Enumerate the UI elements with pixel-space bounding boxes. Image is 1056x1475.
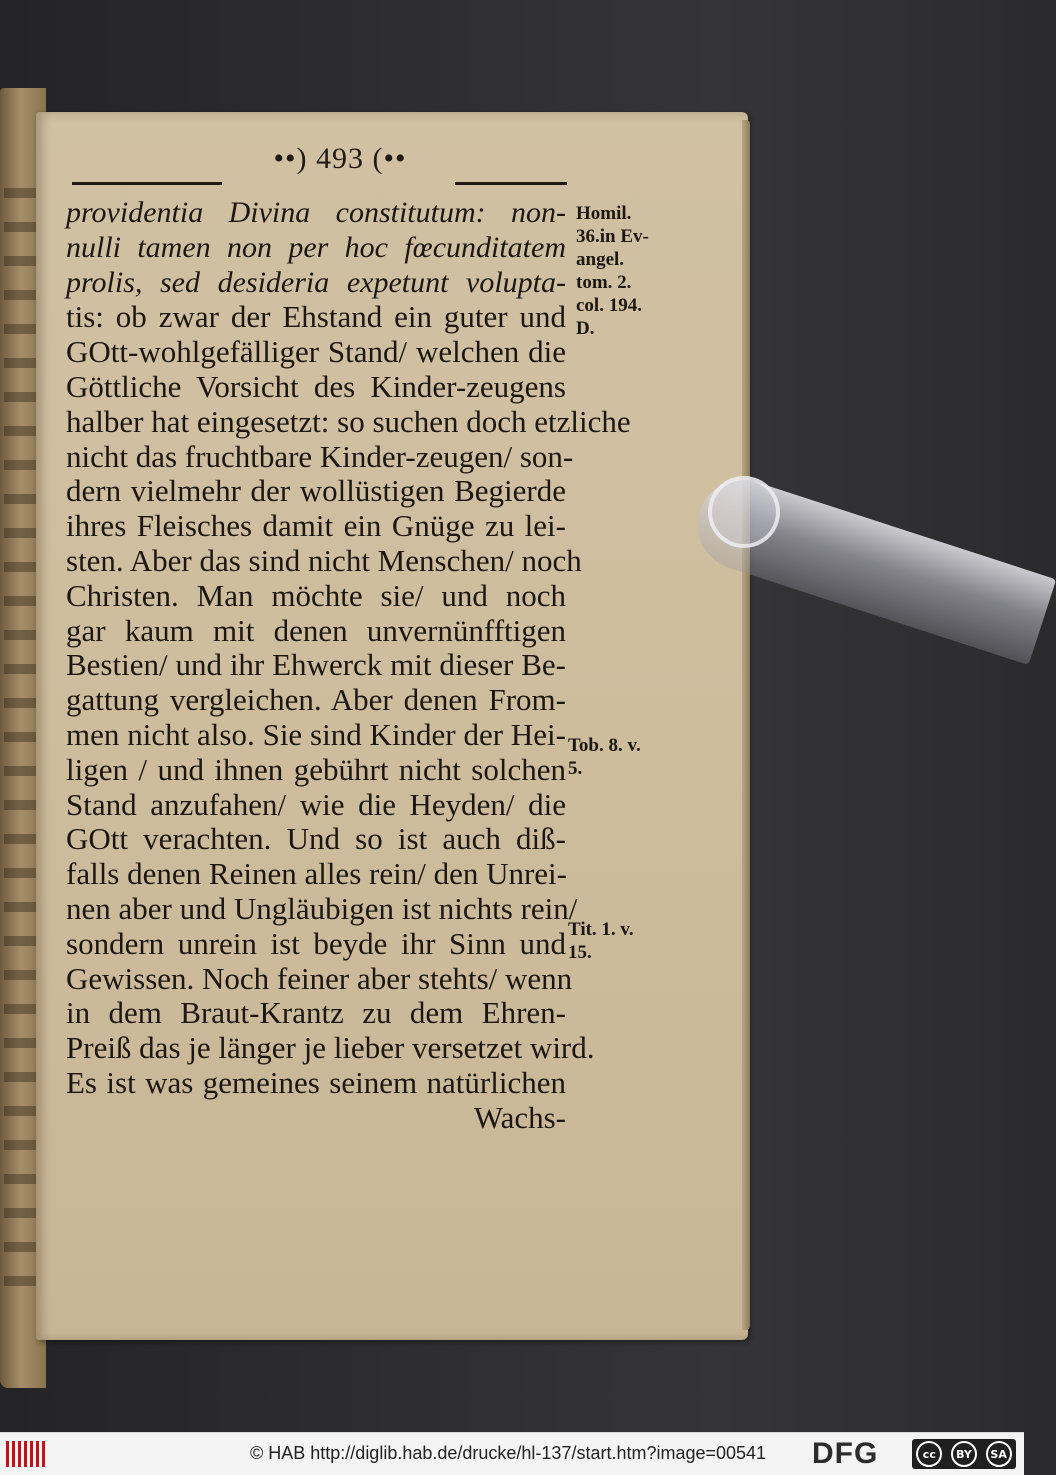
text-line: Göttliche Vorsicht des Kinder-zeugens: [66, 368, 566, 404]
margin-note-homil: [576, 202, 671, 340]
margin-note-tob: [568, 734, 678, 780]
margin-note-line: col. 194.: [576, 295, 642, 316]
margin-note-line: Homil.: [576, 203, 632, 224]
text-line: Wachs-: [473, 1099, 566, 1135]
text-line: sondern unrein ist beyde ihr Sinn und: [66, 925, 566, 961]
margin-note-line: tom. 2.: [576, 272, 632, 293]
text-line: Preiß das je länger je lieber versetzet wird.: [66, 1030, 595, 1066]
text-line: Gewissen. Noch feiner aber stehts/ wenn: [66, 960, 573, 996]
page-fore-edge: [742, 120, 750, 1330]
margin-note-line: angel.: [576, 249, 625, 270]
text-line: in dem Braut-Krantz zu dem Ehren-: [66, 995, 566, 1031]
text-line: nen aber und Ungläubigen ist nichts rein/: [66, 890, 578, 926]
dfg-logo: DFG: [812, 1437, 879, 1470]
page-holder-ring: [708, 476, 780, 548]
margin-note-line: 15.: [568, 942, 592, 963]
text-line: ihres Fleisches damit ein Gnüge zu lei-: [66, 508, 566, 544]
sa-icon: SA: [986, 1441, 1012, 1467]
text-line: providentia Divina constitutum: non-: [66, 196, 566, 229]
text-line: nulli tamen non per hoc fœcunditatem: [66, 230, 566, 264]
by-icon: BY: [951, 1441, 977, 1467]
text-line: Es ist was gemeines seinem natürlichen: [66, 1064, 566, 1100]
viewer-footer: [0, 1432, 1024, 1475]
text-line: dern vielmehr der wollüstigen Begierde: [66, 473, 566, 509]
margin-note-line: Tit. 1. v.: [568, 919, 634, 940]
cc-license-badge[interactable]: [912, 1439, 1016, 1469]
text-line: nicht das fruchtbare Kinder-zeugen/ son-: [66, 438, 574, 474]
text-line: ligen / und ihnen gebührt nicht solchen: [66, 751, 566, 787]
margin-note-line: D.: [576, 318, 595, 339]
text-line: gar kaum mit denen unvernünfftigen: [66, 612, 566, 648]
text-line: sten. Aber das sind nicht Menschen/ noch: [66, 542, 582, 578]
text-line: GOtt verachten. Und so ist auch diß-: [66, 821, 566, 857]
text-line: Christen. Man möchte sie/ und noch: [66, 577, 566, 613]
header-rule-left: [72, 182, 222, 185]
text-line: men nicht also. Sie sind Kinder der Hei-: [66, 716, 566, 752]
cc-icon: cc: [916, 1441, 942, 1467]
text-line: tis: ob zwar der Ehstand ein guter und: [66, 299, 566, 335]
text-line: gattung vergleichen. Aber denen From-: [66, 682, 566, 718]
footer-credit-link[interactable]: © HAB http://diglib.hab.de/drucke/hl-137/start.htm?image=00541: [250, 1443, 767, 1463]
text-line: Stand anzufahen/ wie die Heyden/ die: [66, 786, 566, 822]
text-line: halber hat eingesetzt: so suchen doch etzliche: [66, 403, 631, 439]
margin-note-tit: [568, 918, 678, 964]
margin-note-line: 36.in Ev-: [576, 226, 649, 247]
page-header-number: ••) 493 (••: [273, 142, 407, 175]
text-line: prolis, sed desideria expetunt volupta-: [66, 265, 566, 299]
hab-logo: [6, 1441, 46, 1467]
header-rule-right: [455, 182, 567, 185]
margin-note-line: Tob. 8. v.: [568, 735, 641, 756]
text-line: GOtt-wohlgefälliger Stand/ welchen die: [66, 334, 566, 370]
margin-note-line: 5.: [568, 758, 583, 779]
text-line: falls denen Reinen alles rein/ den Unrei-: [66, 856, 567, 892]
text-line: Bestien/ und ihr Ehwerck mit dieser Be-: [66, 647, 566, 683]
